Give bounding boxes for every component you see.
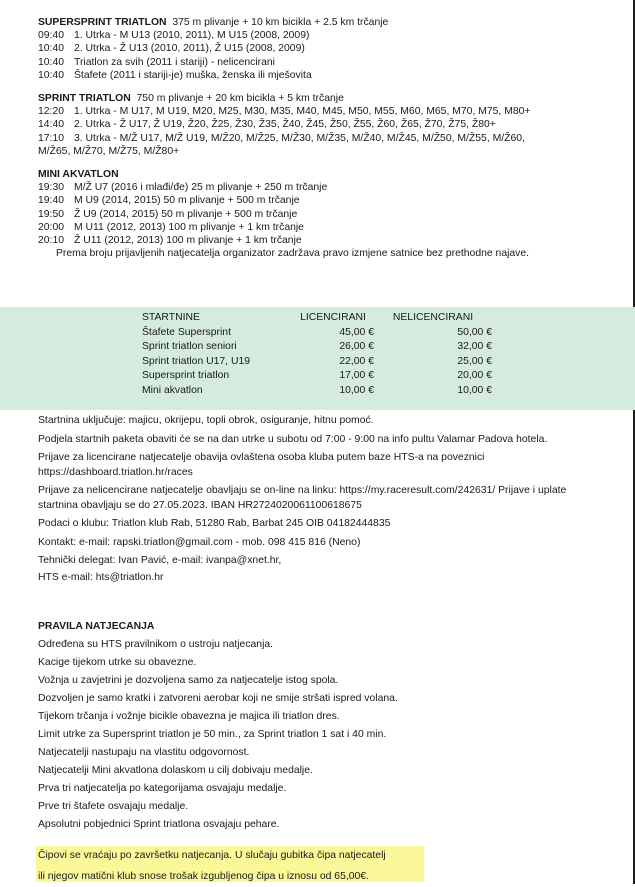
rule-item: Apsolutni pobjednici Sprint triatlona osvajaju pehare. xyxy=(38,816,598,834)
rule-item: Prve tri štafete osvajaju medalje. xyxy=(38,798,598,816)
rule-item: Natjecatelji Mini akvatlona dolaskom u cilj dobivaju medalje. xyxy=(38,762,598,780)
schedule-row: 10:40 2. Utrka - Ž U13 (2010, 2011), Ž U15 (2008, 2009) xyxy=(38,42,598,55)
chip-notice-line: ili njegov matični klub snose trošak izgubljenog čipa u iznosu od 65,00€. xyxy=(36,867,424,887)
fee-row: Sprint triatlon seniori 26,00 € 32,00 € xyxy=(142,340,522,355)
rule-item: Vožnja u zavjetrini je dozvoljena samo za natjecatelje istog spola. xyxy=(38,672,598,690)
schedule-row: 10:40 Štafete (2011 i stariji-je) muška, ženska ili mješovita xyxy=(38,69,598,82)
info-line: HTS e-mail: hts@triatlon.hr xyxy=(38,571,598,586)
rule-item: Tijekom trčanja i vožnje bicikle obavezna je majica ili triatlon dres. xyxy=(38,708,598,726)
info-line: Podaci o klubu: Triatlon klub Rab, 51280 Rab, Barbat 245 OIB 04182444835 xyxy=(38,517,598,532)
rule-item: Limit utrke za Supersprint triatlon je 50 min., za Sprint triatlon 1 sat i 40 min. xyxy=(38,726,598,744)
aquathlon-section xyxy=(38,168,598,261)
schedule-row: 12:20 1. Utrka - M U17, M U19, M20, M25, M30, M35, M40, M45, M50, M55, M60, M65, M70, M75, M80+ xyxy=(38,105,598,118)
schedule-row: 17:10 3. Utrka - M/Ž U17, M/Ž U19, M/Ž20, M/Ž25, M/Ž30, M/Ž35, M/Ž40, M/Ž45, M/Ž50, M/Ž55, M/Ž60, xyxy=(38,132,598,145)
schedule-row: 20:10 Ž U11 (2012, 2013) 100 m plivanje + 1 km trčanje xyxy=(38,234,598,247)
info-line: Tehnički delegat: Ivan Pavić, e-mail: ivanpa@xnet.hr, xyxy=(38,554,598,569)
info-line: Kontakt: e-mail: rapski.triatlon@gmail.com - mob. 098 415 816 (Neno) xyxy=(38,536,598,551)
schedule-note: Prema broju prijavljenih natjecatelja organizator zadržava pravo izmjene satnice bez prethodne najave. xyxy=(38,247,598,261)
aquathlon-title: MINI AKVATLON xyxy=(38,168,598,181)
info-line: Podjela startnih paketa obaviti će se na dan utrke u subotu od 7:00 - 9:00 na info pultu Valamar Padova hotela. xyxy=(38,433,598,448)
schedule-row: 19:40 M U9 (2014, 2015) 50 m plivanje + 500 m trčanje xyxy=(38,194,598,207)
schedule-row: 19:30 M/Ž U7 (2016 i mlađi/đe) 25 m plivanje + 250 m trčanje xyxy=(38,181,598,194)
info-line: Prijave za licencirane natjecatelje obavija ovlaštena osoba kluba putem baze HTS-a na poveznici https://dashboard.triatlon.hr/races xyxy=(38,451,598,480)
info-line: Startnina uključuje: majicu, okrijepu, topli obrok, osiguranje, hitnu pomoć. xyxy=(38,414,598,429)
schedule-row: 20:00 M U11 (2012, 2013) 100 m plivanje + 1 km trčanje xyxy=(38,221,598,234)
schedule xyxy=(38,16,598,271)
sprint-continuation: M/Ž65, M/Ž70, M/Ž75, M/Ž80+ xyxy=(38,145,598,158)
fee-row: Štafete Supersprint 45,00 € 50,00 € xyxy=(142,326,522,341)
fee-row: Mini akvatlon 10,00 € 10,00 € xyxy=(142,384,522,399)
supersprint-desc: 375 m plivanje + 10 km bicikla + 2.5 km trčanje xyxy=(172,17,388,28)
chip-notice xyxy=(36,846,424,882)
rule-item: Kacige tijekom utrke su obavezne. xyxy=(38,654,598,672)
info-section xyxy=(38,414,598,589)
rules-title: PRAVILA NATJECANJA xyxy=(38,618,598,636)
rule-item: Određena su HTS pravilnikom o ustroju natjecanja. xyxy=(38,636,598,654)
schedule-row: 10:40 Triatlon za svih (2011 i stariji) - nelicencirani xyxy=(38,56,598,69)
schedule-row: 19:50 Ž U9 (2014, 2015) 50 m plivanje + 500 m trčanje xyxy=(38,208,598,221)
rule-item: Natjecatelji nastupaju na vlastitu odgovornost. xyxy=(38,744,598,762)
supersprint-title: SUPERSPRINT TRIATLON xyxy=(38,17,167,28)
schedule-row: 09:40 1. Utrka - M U13 (2010, 2011), M U15 (2008, 2009) xyxy=(38,29,598,42)
chip-notice-line: Čipovi se vraćaju po završetku natjecanja. U slučaju gubitka čipa natjecatelj xyxy=(36,846,424,867)
fee-row: Supersprint triatlon 17,00 € 20,00 € xyxy=(142,369,522,384)
schedule-row: 14:40 2. Utrka - Ž U17, Ž U19, Ž20, Ž25, Ž30, Ž35, Ž40, Ž45, Ž50, Ž55, Ž60, Ž65, Ž70, Ž75, Ž80+ xyxy=(38,118,598,131)
rules-section xyxy=(38,618,598,834)
sprint-desc: 750 m plivanje + 20 km bicikla + 5 km trčanje xyxy=(137,93,344,104)
sprint-title: SPRINT TRIATLON xyxy=(38,93,131,104)
supersprint-section xyxy=(38,16,598,82)
fee-table xyxy=(142,311,522,399)
fee-row: Sprint triatlon U17, U19 22,00 € 25,00 € xyxy=(142,355,522,370)
sprint-section xyxy=(38,92,598,158)
rule-item: Dozvoljen je samo kratki i zatvoreni aerobar koji ne smije stršati ispred volana. xyxy=(38,690,598,708)
rule-item: Prva tri natjecatelja po kategorijama osvajaju medalje. xyxy=(38,780,598,798)
fee-table-header: STARTNINE LICENCIRANI NELICENCIRANI xyxy=(142,311,522,326)
info-line: Prijave za nelicencirane natjecatelje obavljaju se on-line na linku: https://my.raceresult.com/242631/ Prijave i uplate startnina obavljaju se do 27.05.2023. IBAN HR2724020061100618675 xyxy=(38,484,598,513)
